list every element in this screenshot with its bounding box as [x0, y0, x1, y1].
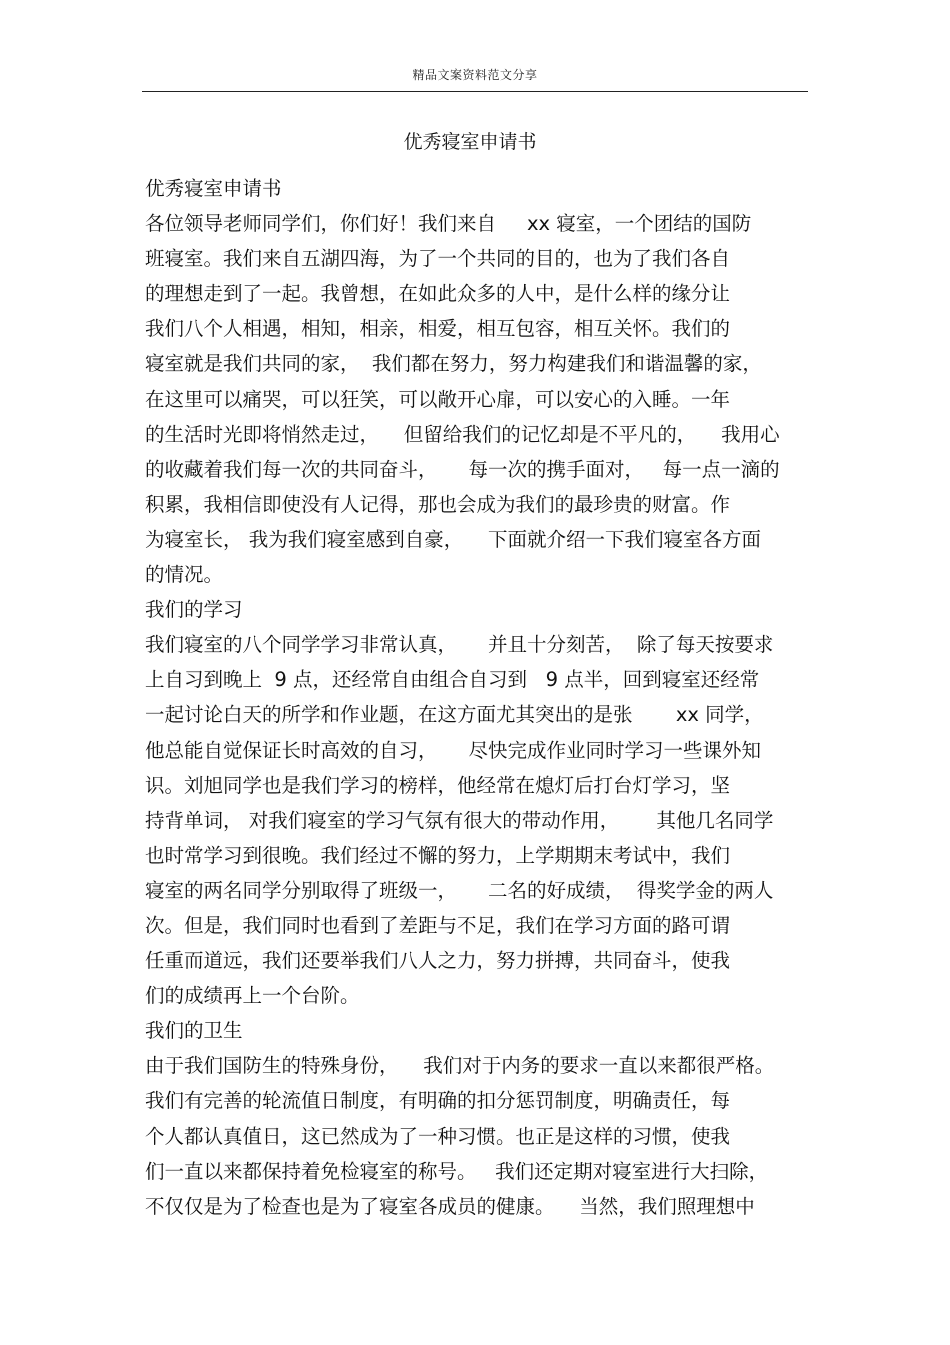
body-line: 为寝室长， 我为我们寝室感到自豪， 下面就介绍一下我们寝室各方面: [145, 527, 761, 551]
body-line: 个人都认真值日，这已然成为了一种习惯。也正是这样的习惯，使我: [145, 1124, 731, 1148]
body-line: 的情况。: [145, 563, 224, 587]
header-text: 精品文案资料范文分享: [412, 68, 538, 82]
body-line: 的理想走到了一起。我曾想，在如此众多的人中，是什么样的缘分让: [145, 282, 731, 306]
body-line: 优秀寝室申请书: [145, 177, 282, 200]
body-line: 识。刘旭同学也是我们学习的榜样，他经常在熄灯后打台灯学习，坚: [145, 773, 731, 797]
body-line: 班寝室。我们来自五湖四海，为了一个共同的目的，也为了我们各自: [145, 247, 731, 271]
body-line: 我们的卫生: [145, 1019, 243, 1043]
body-line: 也时常学习到很晚。我们经过不懈的努力，上学期期末考试中，我们: [145, 843, 731, 867]
body-line: 由于我们国防生的特殊身份， 我们对于内务的要求一直以来都很严格。: [145, 1054, 775, 1078]
body-line: 们的成绩再上一个台阶。: [145, 984, 360, 1008]
body-line: 我们的学习: [145, 598, 243, 622]
body-line: 们一直以来都保持着免检寝室的称号。 我们还定期对寝室进行大扫除，: [145, 1159, 769, 1183]
body-line: 在这里可以痛哭，可以狂笑，可以敞开心扉，可以安心的入睡。一年: [145, 387, 731, 411]
body-line: 我们有完善的轮流值日制度，有明确的扣分惩罚制度，明确责任，每: [145, 1089, 731, 1113]
body-line: 的收藏着我们每一次的共同奋斗， 每一次的携手面对， 每一点一滴的: [145, 457, 780, 481]
body-line: 我们八个人相遇，相知，相亲，相爱，相互包容，相互关怀。我们的: [145, 317, 731, 341]
body-line: 他总能自觉保证长时高效的自习， 尽快完成作业同时学习一些课外知: [145, 738, 761, 762]
body-line: 不仅仅是为了检查也是为了寝室各成员的健康。 当然，我们照理想中: [145, 1194, 755, 1218]
body-line: 我们寝室的八个同学学习非常认真， 并且十分刻苦， 除了每天按要求: [145, 633, 774, 657]
document-title: 优秀寝室申请书: [403, 131, 537, 153]
document-body: [145, 171, 815, 1224]
body-line: 的生活时光即将悄然走过， 但留给我们的记忆却是不平凡的， 我用心: [145, 422, 780, 446]
body-line: 各位领导老师同学们，你们好！我们来自 xx 寝室，一个团结的国防: [145, 212, 752, 236]
body-line: 寝室就是我们共同的家， 我们都在努力，努力构建我们和谐温馨的家，: [145, 352, 762, 376]
body-line: 任重而道远，我们还要举我们八人之力，努力拼搏，共同奋斗，使我: [145, 949, 731, 973]
header-divider: [142, 91, 808, 92]
body-line: 寝室的两名同学分别取得了班级一， 二名的好成绩， 得奖学金的两人: [145, 878, 774, 902]
body-line: 持背单词， 对我们寝室的学习气氛有很大的带动作用， 其他几名同学: [145, 808, 774, 832]
body-line: 上自习到晚上 9 点，还经常自由组合自习到 9 点半，回到寝室还经常: [145, 668, 760, 692]
body-line: 一起讨论白天的所学和作业题，在这方面尤其突出的是张 xx 同学，: [145, 703, 764, 727]
body-line: 次。但是，我们同时也看到了差距与不足，我们在学习方面的路可谓: [145, 913, 731, 937]
body-line: 积累，我相信即使没有人记得，那也会成为我们的最珍贵的财富。作: [145, 492, 731, 516]
